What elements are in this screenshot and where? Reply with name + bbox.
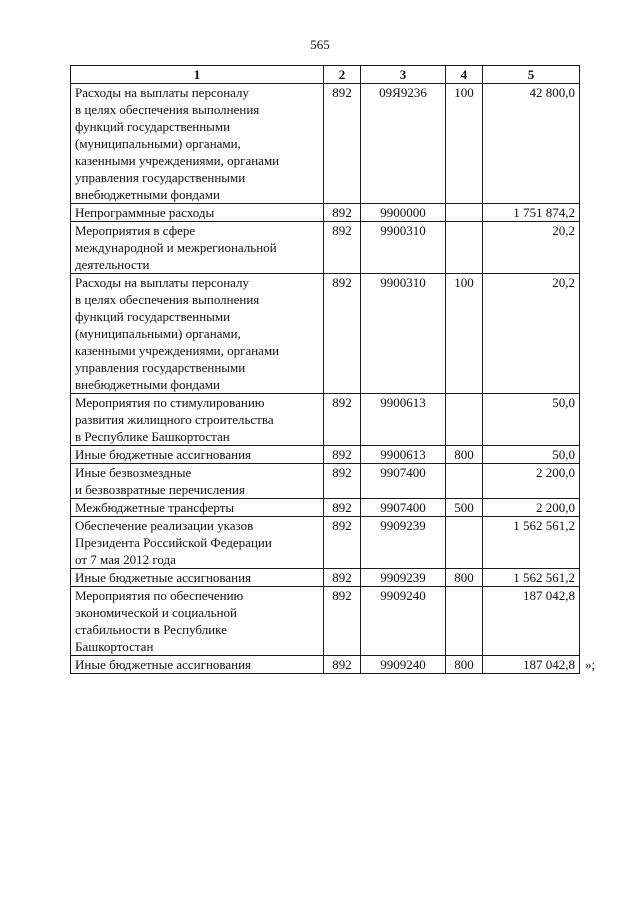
article-code (361, 84, 446, 204)
amount-text: 187 042,8 (523, 588, 575, 603)
expense-type-code (446, 464, 483, 499)
article-code (361, 394, 446, 446)
table-row (71, 222, 580, 274)
budget-item-name (71, 394, 324, 446)
expense-type-code-text: 800 (454, 570, 474, 585)
budget-item-name (71, 446, 324, 464)
budget-item-name (71, 569, 324, 587)
expense-type-code (446, 394, 483, 446)
ministry-code-text: 892 (332, 500, 352, 515)
article-code (361, 274, 446, 394)
amount (483, 84, 580, 204)
article-code-text: 9909240 (380, 588, 426, 603)
article-code-text: 9909239 (380, 518, 426, 533)
article-code-text: 9907400 (380, 465, 426, 480)
budget-item-name (71, 587, 324, 656)
budget-item-name (71, 499, 324, 517)
article-code-text: 9900613 (380, 447, 426, 462)
amount-text: 187 042,8 (523, 657, 575, 672)
ministry-code (324, 464, 361, 499)
article-code (361, 204, 446, 222)
amount (483, 656, 596, 674)
article-code (361, 587, 446, 656)
amount (483, 569, 580, 587)
amount-text: 2 200,0 (536, 465, 575, 480)
table-row (71, 656, 580, 674)
closing-quote-mark: »; (585, 657, 596, 672)
ministry-code (324, 222, 361, 274)
ministry-code-text: 892 (332, 447, 352, 462)
table-row (71, 569, 580, 587)
article-code-text: 9900310 (380, 275, 426, 290)
table-row (71, 499, 580, 517)
article-code (361, 656, 446, 674)
article-code (361, 222, 446, 274)
amount-text: 50,0 (552, 395, 575, 410)
budget-item-name-text: Мероприятия в сфере международной и межрегиональной деятельности (75, 223, 277, 272)
expense-type-code-text: 100 (454, 85, 474, 100)
budget-item-name (71, 84, 324, 204)
table-row (71, 446, 580, 464)
article-code (361, 569, 446, 587)
budget-item-name-text: Иные бюджетные ассигнования (75, 570, 252, 585)
budget-item-name (71, 204, 324, 222)
budget-item-name-text: Непрограммные расходы (75, 205, 215, 220)
amount (483, 222, 580, 274)
article-code-text: 9907400 (380, 500, 426, 515)
expense-type-code-text: 800 (454, 447, 474, 462)
article-code (361, 464, 446, 499)
budget-item-name-text: Иные безвозмездные и безвозвратные перечисления (75, 465, 245, 497)
column-header: 4 (446, 66, 483, 84)
amount-text: 1 562 561,2 (513, 518, 575, 533)
ministry-code-text: 892 (332, 223, 352, 238)
budget-item-name-text: Обеспечение реализации указов Президента Российской Федерации от 7 мая 2012 года (75, 518, 272, 567)
budget-item-name-text: Мероприятия по обеспечению экономической и социальной стабильности в Республике Башкортостан (75, 588, 244, 654)
expense-type-code (446, 84, 483, 204)
table-row (71, 274, 580, 394)
article-code-text: 9900000 (380, 205, 426, 220)
article-code-text: 9909240 (380, 657, 426, 672)
budget-item-name-text: Расходы на выплаты персоналу в целях обеспечения выполнения функций государственными (муниципальными) органами, казенными учреждениями, органами управления государственными внебюджетными фондами (75, 275, 280, 392)
amount (483, 274, 580, 394)
amount-text: 42 800,0 (529, 85, 575, 100)
expense-type-code (446, 517, 483, 569)
ministry-code-text: 892 (332, 275, 352, 290)
article-code (361, 499, 446, 517)
amount (483, 394, 580, 446)
table-row (71, 587, 580, 656)
budget-item-name (71, 274, 324, 394)
ministry-code (324, 446, 361, 464)
ministry-code-text: 892 (332, 570, 352, 585)
ministry-code (324, 84, 361, 204)
expense-type-code (446, 274, 483, 394)
budget-item-name (71, 222, 324, 274)
expense-type-code-text: 100 (454, 275, 474, 290)
column-header: 3 (361, 66, 446, 84)
budget-item-name (71, 464, 324, 499)
column-header: 1 (71, 66, 324, 84)
article-code-text: 9900613 (380, 395, 426, 410)
expense-type-code (446, 446, 483, 464)
ministry-code (324, 499, 361, 517)
ministry-code (324, 517, 361, 569)
amount-text: 1 751 874,2 (513, 205, 575, 220)
budget-item-name-text: Мероприятия по стимулированию развития жилищного строительства в Республике Башкортостан (75, 395, 274, 444)
table-row (71, 394, 580, 446)
expense-type-code (446, 569, 483, 587)
expense-type-code (446, 222, 483, 274)
expense-type-code-text: 500 (454, 500, 474, 515)
ministry-code-text: 892 (332, 588, 352, 603)
budget-item-name-text: Межбюджетные трансферты (75, 500, 235, 515)
ministry-code (324, 204, 361, 222)
budget-item-name-text: Расходы на выплаты персоналу в целях обеспечения выполнения функций государственными (муниципальными) органами, казенными учреждениями, органами управления государственными внебюджетными фондами (75, 85, 280, 202)
expense-type-code (446, 204, 483, 222)
article-code-text: 9900310 (380, 223, 426, 238)
ministry-code (324, 569, 361, 587)
budget-item-name (71, 517, 324, 569)
table-row (71, 204, 580, 222)
amount-text: 1 562 561,2 (513, 570, 575, 585)
expense-type-code (446, 499, 483, 517)
amount-text: 20,2 (552, 275, 575, 290)
ministry-code (324, 394, 361, 446)
article-code (361, 446, 446, 464)
ministry-code-text: 892 (332, 85, 352, 100)
article-code-text: 9909239 (380, 570, 426, 585)
amount-text: 20,2 (552, 223, 575, 238)
amount-text: 2 200,0 (536, 500, 575, 515)
budget-item-name-text: Иные бюджетные ассигнования (75, 447, 252, 462)
amount (483, 587, 580, 656)
amount (483, 499, 580, 517)
ministry-code (324, 274, 361, 394)
amount (483, 204, 580, 222)
ministry-code-text: 892 (332, 205, 352, 220)
ministry-code-text: 892 (332, 465, 352, 480)
budget-item-name-text: Иные бюджетные ассигнования (75, 657, 252, 672)
ministry-code-text: 892 (332, 518, 352, 533)
ministry-code-text: 892 (332, 395, 352, 410)
expense-type-code (446, 587, 483, 656)
amount-text: 50,0 (552, 447, 575, 462)
ministry-code (324, 587, 361, 656)
budget-table (70, 65, 596, 674)
expense-type-code-text: 800 (454, 657, 474, 672)
ministry-code (324, 656, 361, 674)
expense-type-code (446, 656, 483, 674)
article-code (361, 517, 446, 569)
column-header: 5 (483, 66, 580, 84)
budget-item-name (71, 656, 324, 674)
amount (483, 464, 580, 499)
column-header: 2 (324, 66, 361, 84)
ministry-code-text: 892 (332, 657, 352, 672)
amount (483, 517, 580, 569)
table-header-row (71, 66, 580, 84)
table-row (71, 464, 580, 499)
table-row (71, 84, 580, 204)
page-number: 565 (310, 37, 330, 52)
table-row (71, 517, 580, 569)
article-code-text: 09Я9236 (379, 85, 427, 100)
amount (483, 446, 580, 464)
